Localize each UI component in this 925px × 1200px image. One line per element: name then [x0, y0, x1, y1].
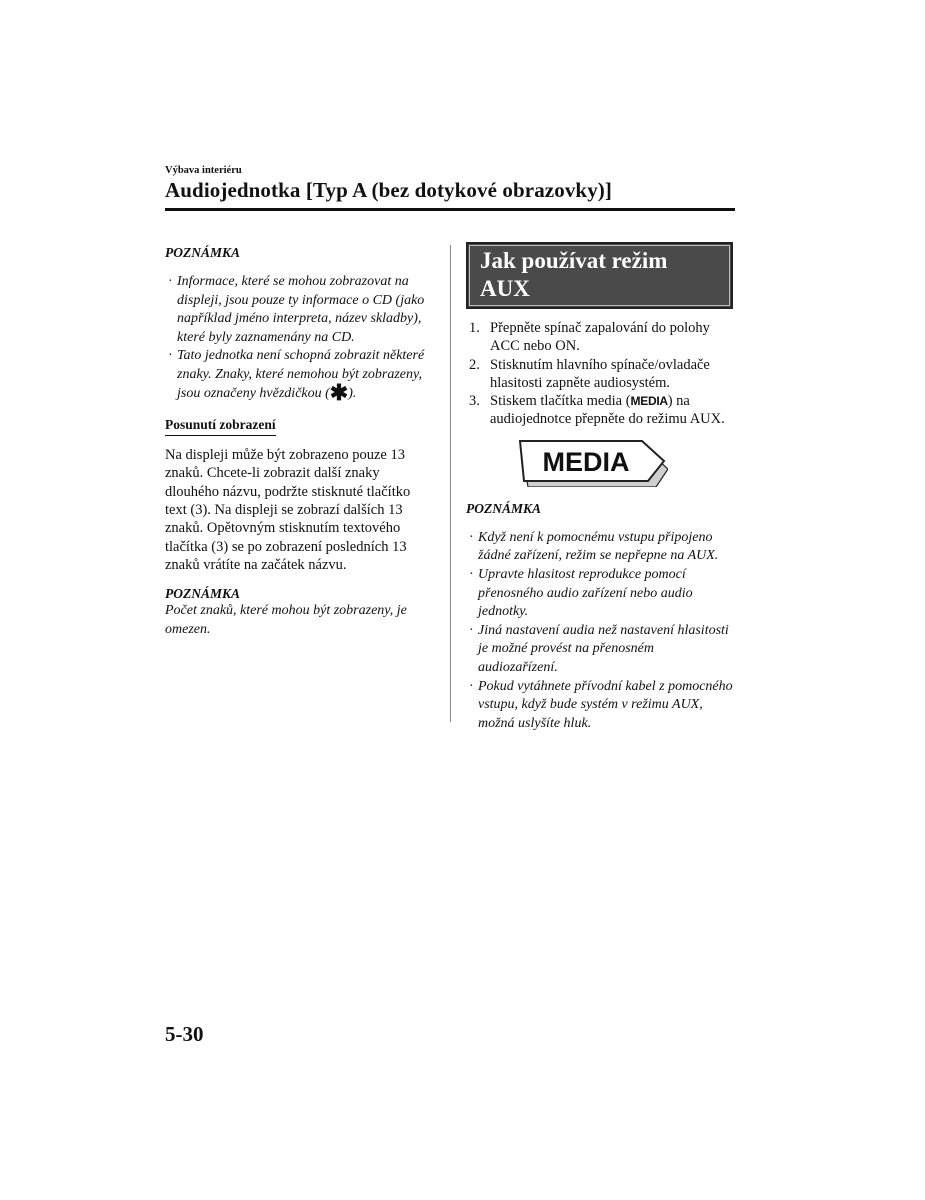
asterisk-icon: ✱: [329, 379, 349, 405]
note-heading: POZNÁMKA: [165, 245, 241, 260]
media-button-illustration: [518, 437, 668, 487]
step-number: 1.: [469, 320, 480, 336]
note-item: · Jiná nastavení audia než nastavení hlasitosti je možné provést na přenosném audiozařízení.: [466, 622, 734, 678]
media-inline-icon: MEDIA: [630, 394, 668, 409]
note-item: · Pokud vytáhnete přívodní kabel z pomocného vstupu, když bude systém v režimu AUX, možná uslyšíte hluk.: [466, 678, 734, 734]
left-column: [165, 245, 435, 639]
media-button-icon: [518, 437, 668, 487]
step-text: Přepněte spínač zapalování do polohy ACC nebo ON.: [490, 320, 710, 355]
note-list: [165, 273, 435, 403]
note-list: [466, 529, 734, 734]
step-list: [466, 319, 734, 429]
page-number: 5-30: [165, 1022, 204, 1046]
section-label: Výbava interiéru: [165, 165, 242, 176]
step-text-end: ) na audiojednotce přepněte do režimu AUX.: [490, 393, 725, 428]
step-number: 3.: [469, 393, 480, 410]
step-item: [466, 319, 734, 356]
media-button-label: MEDIA: [542, 446, 630, 477]
note-heading: POZNÁMKA: [165, 586, 241, 602]
column-divider: [450, 245, 451, 722]
note-item-text: Tato jednotka není schopná zobrazit některé znaky. Znaky, které nemohou být zobrazeny, jsou označeny hvězdičkou (: [177, 348, 425, 401]
note-item: · Informace, které se mohou zobrazovat na displeji, jsou pouze ty informace o CD (jako například jméno interpreta, název skladby), které byly zaznamenány na CD.: [165, 273, 435, 347]
page-title: Audiojednotka [Typ A (bez dotykové obrazovky)]: [165, 178, 612, 202]
note-item: · Když není k pomocnému vstupu připojeno žádné zařízení, režim se nepřepne na AUX.: [466, 529, 734, 566]
body-paragraph: Na displeji může být zobrazeno pouze 13 znaků. Chcete-li zobrazit další znaky dlouhého názvu, podržte stisknuté tlačítko text (3). Na displeji se zobrazí dalších 13 znaků. Opětovným stisknutím textového tlačítka (3) se po zobrazení posledních 13 znaků vrátíte na začátek názvu.: [165, 447, 411, 573]
step-number: 2.: [469, 356, 480, 373]
subheading: Posunutí zobrazení: [165, 417, 276, 436]
note-item: · Upravte hlasitost reprodukce pomocí přenosného audio zařízení nebo audio jednotky.: [466, 566, 734, 622]
section-banner: Jak používat režim AUX: [466, 242, 733, 309]
note-heading: POZNÁMKA: [466, 500, 542, 516]
step-item: [466, 392, 734, 429]
step-text: Stisknutím hlavního spínače/ovladače hlasitosti zapněte audiosystém.: [490, 356, 710, 391]
step-text: Stiskem tlačítka media (: [490, 393, 631, 410]
note-text: Počet znaků, které mohou být zobrazeny, je omezen.: [165, 603, 407, 637]
note-item-end: ).: [348, 385, 357, 401]
note-section: [466, 501, 734, 734]
title-rule: [165, 208, 735, 211]
right-column: [466, 242, 734, 733]
step-item: [466, 356, 734, 393]
note-item: [165, 347, 435, 403]
